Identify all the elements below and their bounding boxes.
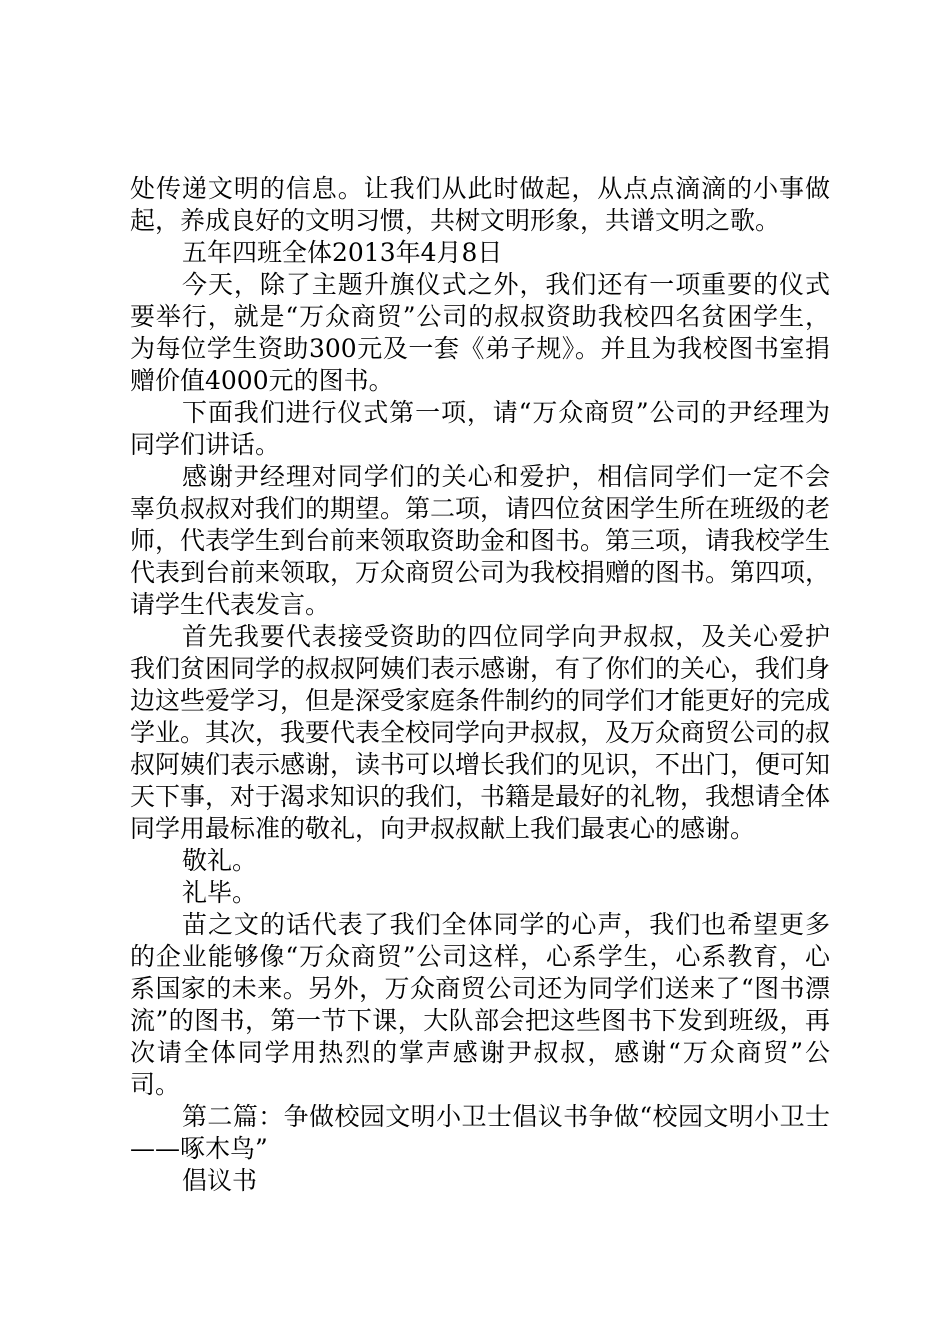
paragraph-signature-date: 五年四班全体2013年4月8日	[182, 238, 503, 267]
paragraph-ceremony-intro: 今天，除了主题升旗仪式之外，我们还有一项重要的仪式要举行，就是“万众商贸”公司的叔叔资助我校四名贫困学生，为每位学生资助300元及一套《弟子规》。并且为我校图书室捐赠价值4000元的图书。	[130, 270, 830, 395]
paragraph-item-one: 下面我们进行仪式第一项，请“万众商贸”公司的尹经理为同学们讲话。	[130, 398, 830, 459]
paragraph-closing: 苗之文的话代表了我们全体同学的心声，我们也希望更多的企业能够像“万众商贸”公司这样，心系学生，心系教育，心系国家的未来。另外，万众商贸公司还为同学们送来了“图书漂流”的图书，第一节下课，大队部会把这些图书下发到班级，再次请全体同学用热烈的掌声感谢尹叔叔，感谢“万众商贸”公司。	[130, 910, 830, 1099]
section-subtitle: 倡议书	[182, 1166, 258, 1195]
paragraph-continuation: 处传递文明的信息。让我们从此时做起，从点点滴滴的小事做起，养成良好的文明习惯，共树文明形象，共谱文明之歌。	[130, 174, 830, 235]
paragraph-salute: 敬礼。	[182, 846, 258, 875]
section-heading: 第二篇：争做校园文明小卫士倡议书争做“校园文明小卫士——啄木鸟”	[130, 1102, 830, 1163]
paragraph-salute-end: 礼毕。	[182, 878, 258, 907]
paragraph-items-two-to-four: 感谢尹经理对同学们的关心和爱护，相信同学们一定不会辜负叔叔对我们的期望。第二项，请四位贫困学生所在班级的老师，代表学生到台前来领取资助金和图书。第三项，请我校学生代表到台前来领取，万众商贸公司为我校捐赠的图书。第四项，请学生代表发言。	[130, 462, 831, 619]
paragraph-student-speech: 首先我要代表接受资助的四位同学向尹叔叔，及关心爱护我们贫困同学的叔叔阿姨们表示感谢，有了你们的关心，我们身边这些爱学习，但是深受家庭条件制约的同学们才能更好的完成学业。其次，我要代表全校同学向尹叔叔，及万众商贸公司的叔叔阿姨们表示感谢，读书可以增长我们的见识，不出门，便可知天下事，对于渴求知识的我们，书籍是最好的礼物，我想请全体同学用最标准的敬礼，向尹叔叔献上我们最衷心的感谢。	[130, 622, 831, 843]
document-body	[130, 173, 830, 1197]
